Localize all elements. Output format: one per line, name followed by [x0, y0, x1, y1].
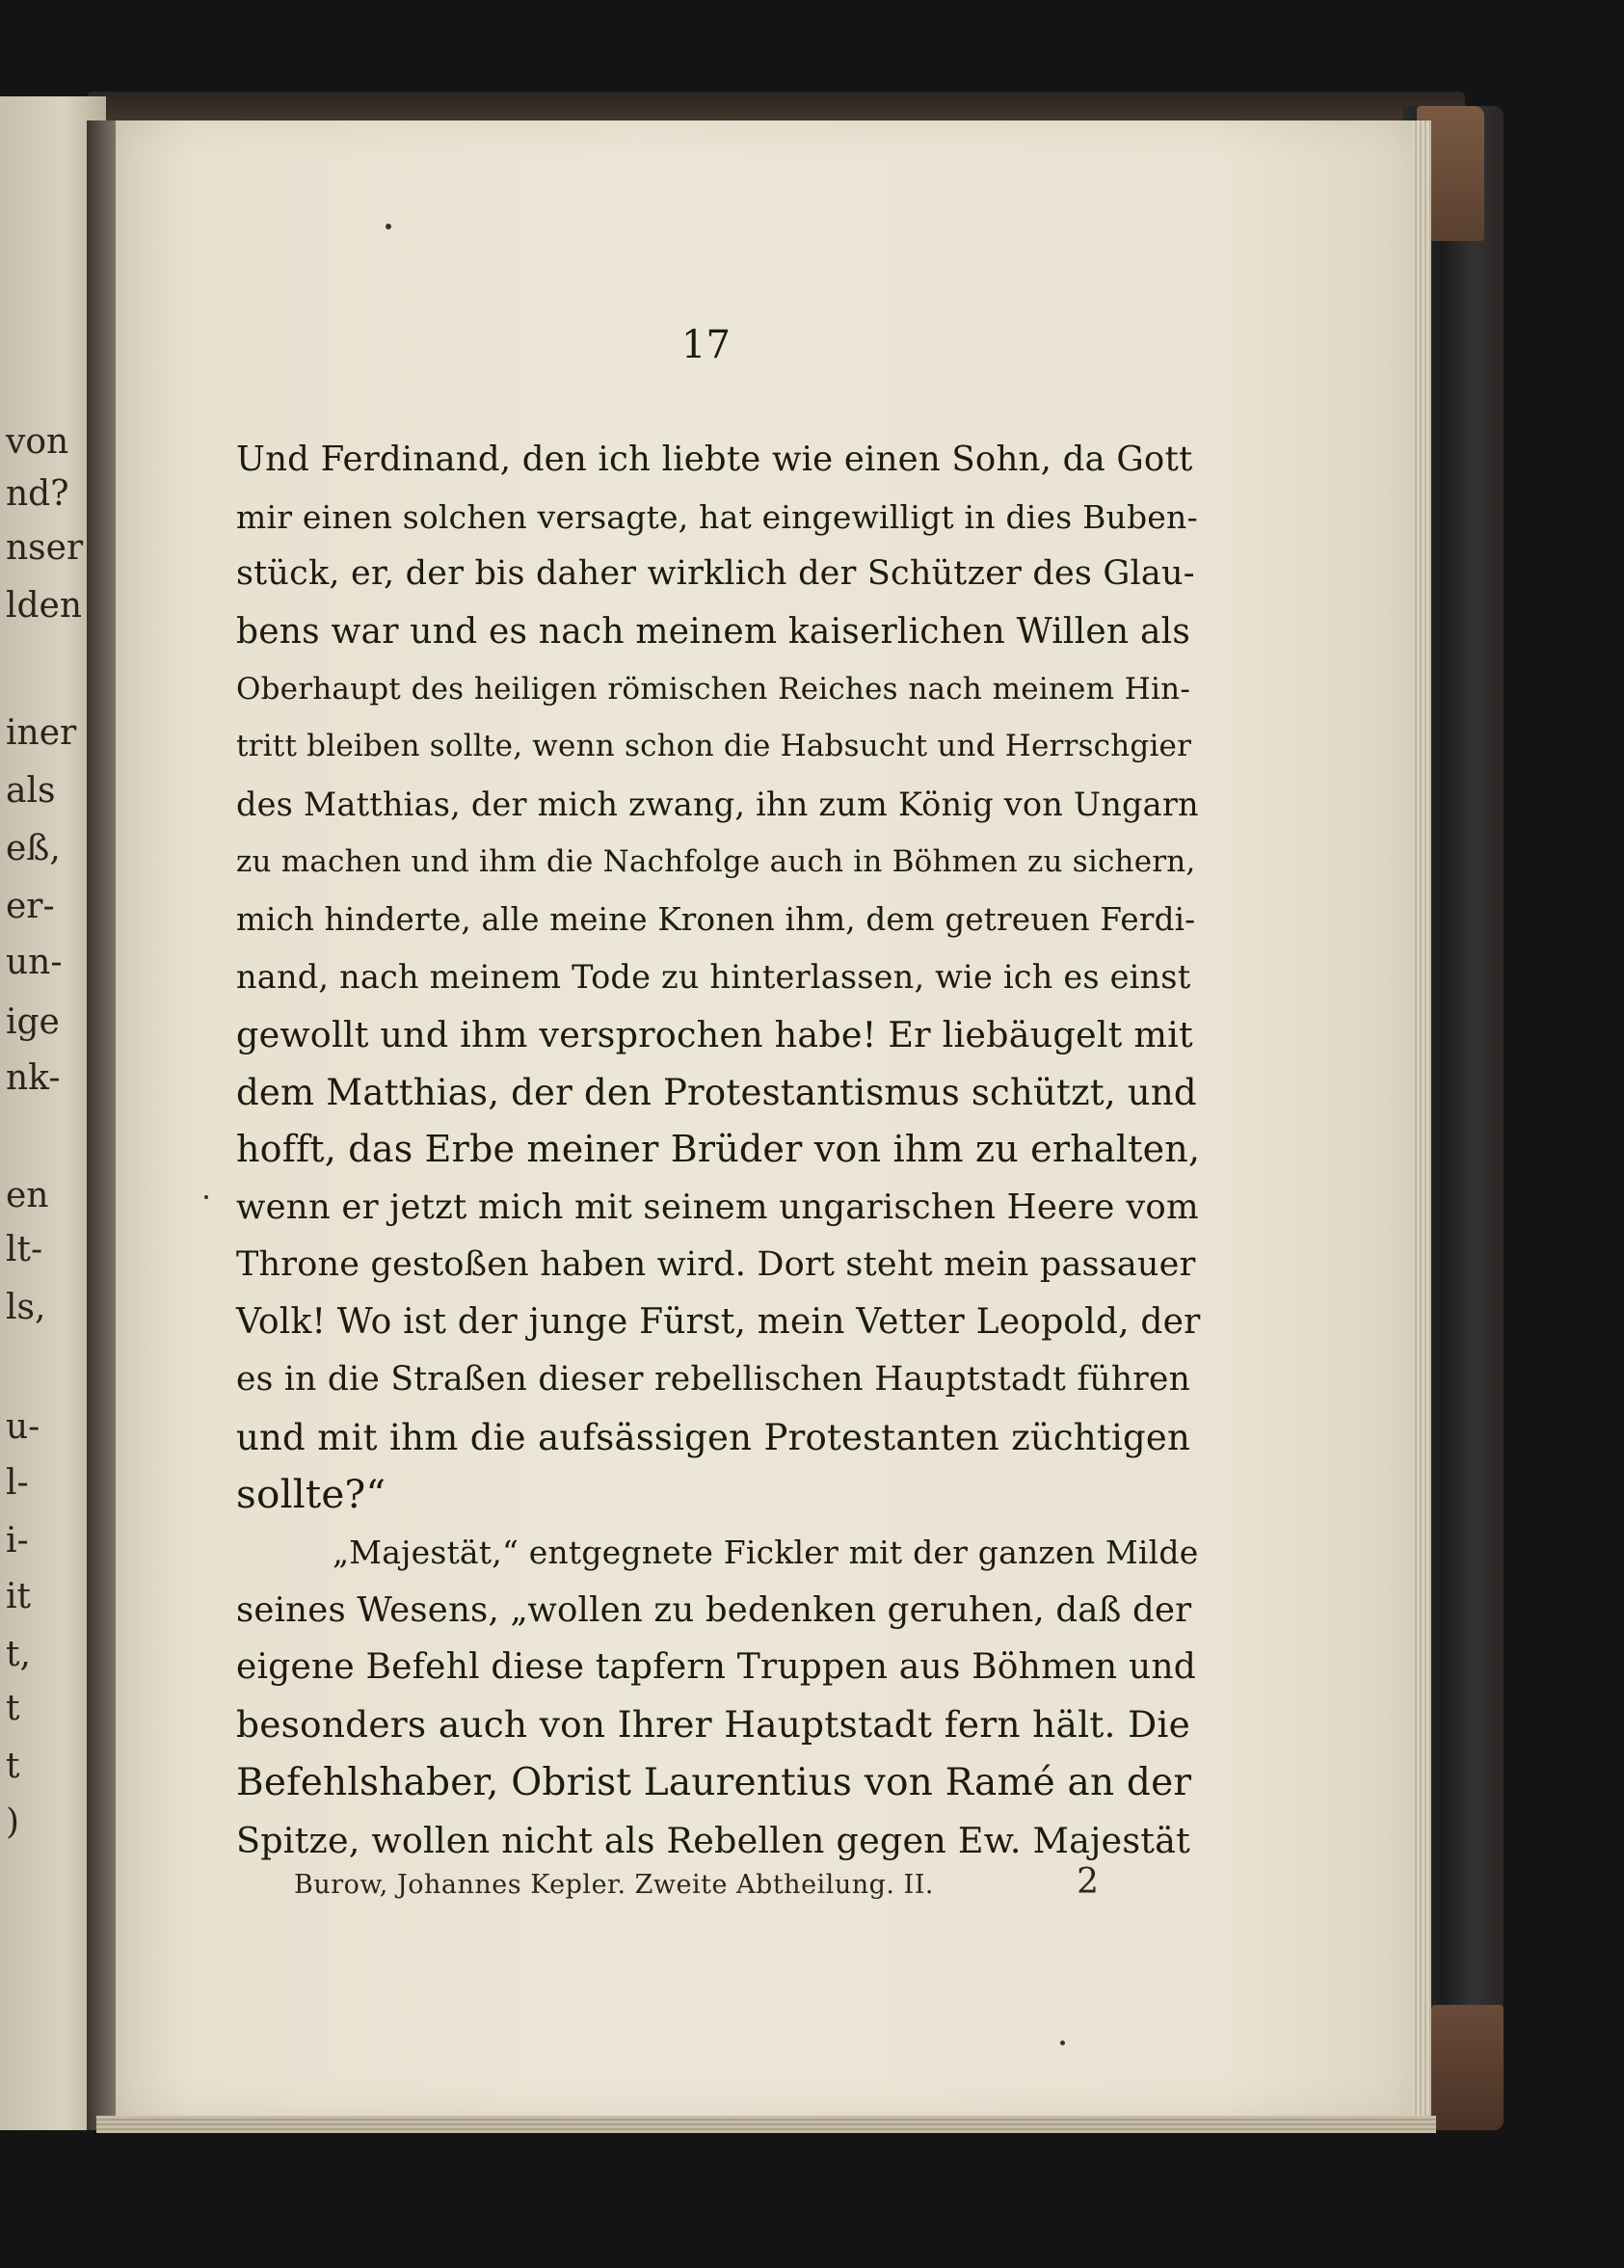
facing-page-fragment: it — [6, 1577, 31, 1616]
text-line: Spitze, wollen nicht als Rebellen gegen Ew. Majestät — [236, 1819, 1190, 1861]
footer-signature: Burow, Johannes Kepler. Zweite Abtheilung. II. — [294, 1870, 934, 1900]
facing-page-fragment: iner — [6, 713, 77, 753]
facing-page-fragment: i- — [6, 1521, 29, 1561]
facing-page-fragment: lt- — [6, 1230, 43, 1269]
facing-page-fragment: ige — [6, 1002, 60, 1042]
facing-page-fragment: lden — [6, 586, 83, 626]
text-line: bens war und es nach meinem kaiserlichen Willen als — [236, 612, 1190, 653]
footer-sheet-number: 2 — [1077, 1862, 1099, 1902]
facing-page-fragment: un- — [6, 943, 63, 982]
text-line: besonders auch von Ihrer Hauptstadt fern hält. Die — [236, 1703, 1190, 1747]
page-number: 17 — [681, 323, 731, 367]
text-line: des Matthias, der mich zwang, ihn zum König von Ungarn — [236, 786, 1199, 824]
facing-page-fragment: ) — [6, 1802, 20, 1842]
facing-page-fragment: u- — [6, 1407, 40, 1447]
text-line: gewollt und ihm versprochen habe! Er liebäugelt mit — [236, 1013, 1193, 1055]
text-line: es in die Straßen dieser rebellischen Hauptstadt führen — [236, 1360, 1190, 1399]
paper-speck — [1060, 2041, 1065, 2045]
text-line: seines Wesens, „wollen zu bedenken geruhen, daß der — [236, 1589, 1192, 1630]
facing-page-fragment: nser — [6, 528, 84, 568]
text-line: mich hinderte, alle meine Kronen ihm, dem getreuen Ferdi- — [236, 900, 1196, 938]
text-line: Volk! Wo ist der junge Fürst, mein Vetter Leopold, der — [236, 1302, 1201, 1343]
page-footer — [294, 1862, 1190, 1902]
page-body-text — [236, 431, 1201, 1869]
facing-page-fragment: eß, — [6, 829, 61, 868]
text-line: stück, er, der bis daher wirklich der Schützer des Glau- — [236, 554, 1195, 594]
text-line: Throne gestoßen haben wird. Dort steht mein passauer — [236, 1244, 1196, 1284]
text-line: eigene Befehl diese tapfern Truppen aus Böhmen und — [236, 1647, 1196, 1688]
facing-page-fragment: t, — [6, 1635, 31, 1674]
facing-page-fragment: nk- — [6, 1058, 61, 1098]
leather-corner-bottom — [1431, 2005, 1504, 2130]
facing-page-fragment: en — [6, 1176, 49, 1215]
text-line: nand, nach meinem Tode zu hinterlassen, wie ich es einst — [236, 958, 1191, 997]
facing-page-fragment: er- — [6, 887, 55, 926]
paper-speck — [386, 224, 391, 229]
text-line: Befehlshaber, Obrist Laurentius von Ramé an der — [236, 1760, 1192, 1804]
text-line: zu machen und ihm die Nachfolge auch in Böhmen zu sichern, — [236, 843, 1196, 879]
text-line: „Majestät,“ entgegnete Fickler mit der ganzen Milde — [333, 1534, 1199, 1572]
text-line: tritt bleiben sollte, wenn schon die Habsucht und Herrschgier — [236, 729, 1192, 764]
facing-page-fragment: als — [6, 771, 56, 811]
text-line: dem Matthias, der den Protestantismus schützt, und — [236, 1071, 1197, 1113]
facing-page-fragment: t — [6, 1747, 20, 1786]
facing-page-fragment: von — [6, 422, 69, 462]
text-line: sollte?“ — [236, 1471, 386, 1518]
facing-page-fragment: l- — [6, 1463, 29, 1503]
text-line: wenn er jetzt mich mit seinem ungarischen Heere vom — [236, 1187, 1199, 1227]
text-line: und mit ihm die aufsässigen Protestanten züchtigen — [236, 1416, 1190, 1458]
facing-page-fragment: ls, — [6, 1288, 46, 1327]
text-line: hofft, das Erbe meiner Brüder von ihm zu erhalten, — [236, 1128, 1201, 1171]
text-line: Und Ferdinand, den ich liebte wie einen Sohn, da Gott — [236, 440, 1193, 479]
page-edges-bottom — [96, 2116, 1436, 2133]
text-line: Oberhaupt des heiligen römischen Reiches nach meinem Hin- — [236, 671, 1190, 707]
text-line: mir einen solchen versagte, hat eingewilligt in dies Buben- — [236, 497, 1198, 536]
facing-page-fragment: nd? — [6, 474, 69, 514]
paper-speck — [204, 1195, 208, 1199]
facing-page-fragment: t — [6, 1689, 20, 1728]
